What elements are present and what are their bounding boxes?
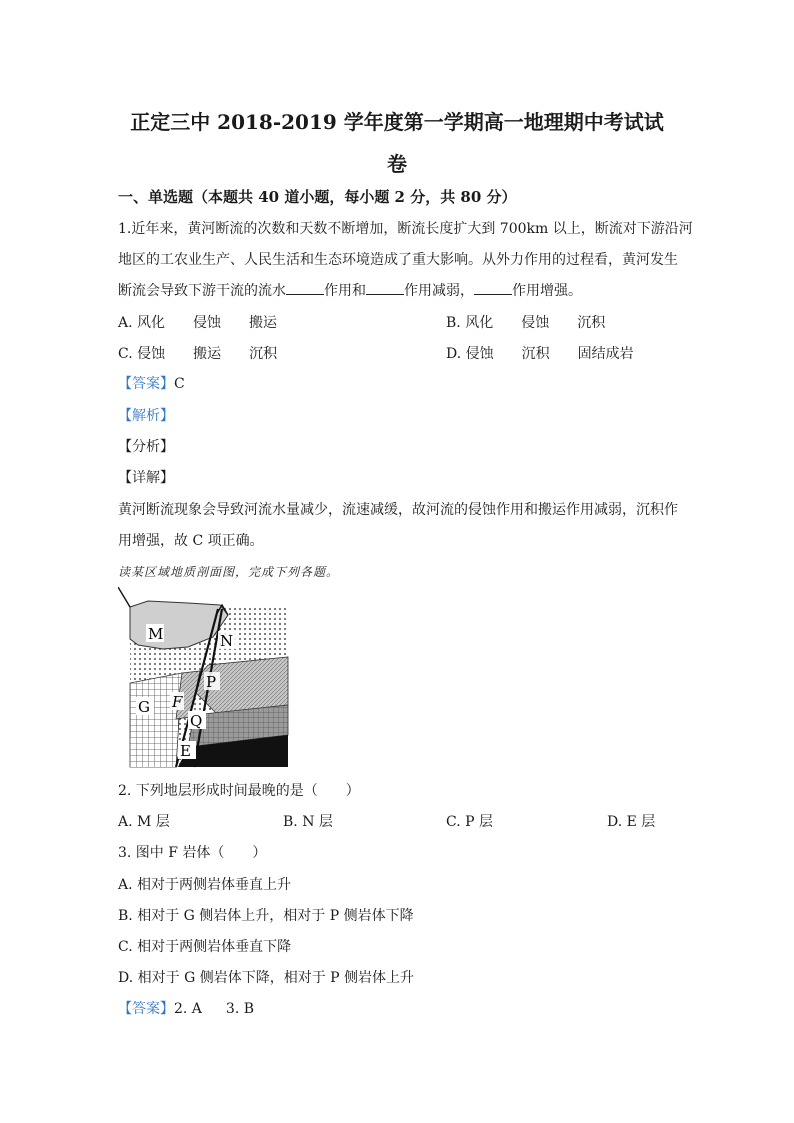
q1-option-c: C. 侵蚀 搬运 沉积: [118, 346, 278, 362]
label-m: M: [148, 625, 164, 643]
answer-blank: [286, 282, 324, 295]
q1-stem-part2: 作用和: [324, 283, 366, 299]
detail-tag: 【详解】: [118, 470, 174, 486]
answer-tag: 【答案】: [118, 1001, 174, 1017]
label-g: G: [138, 698, 150, 716]
label-n: N: [220, 632, 234, 650]
figure-intro: 读某区域地质剖面图，完成下列各题。: [118, 565, 340, 579]
document-title: 正定三中 2018-2019 学年度第一学期高一地理期中考试试: [130, 110, 664, 134]
geologic-cross-section-figure: [118, 587, 290, 769]
q3-stem: 3. 图中 F 岩体（ ）: [118, 845, 267, 861]
q1-stem-line3: [118, 280, 582, 300]
q1-option-b: B. 风化 侵蚀 沉积: [446, 315, 606, 331]
label-e: E: [180, 742, 191, 760]
label-p: P: [206, 673, 217, 691]
q3-option-a: A. 相对于两侧岩体垂直上升: [118, 877, 292, 893]
fenxi-tag: 【分析】: [118, 439, 174, 455]
q1-stem-line2: 地区的工农业生产、人民生活和生态环境造成了重大影响。从外力作用的过程看，黄河发生: [118, 252, 678, 268]
q2-stem: 2. 下列地层形成时间最晚的是（ ）: [118, 783, 360, 799]
detail-text-line2: 用增强，故 C 项正确。: [118, 533, 264, 549]
q1-stem-part3: 作用减弱，: [404, 283, 474, 299]
q1-stem-line1: 1.近年来，黄河断流的次数和天数不断增加，断流长度扩大到 700km 以上，断流对下游沿河: [118, 221, 693, 237]
q2-option-d: D. E 层: [607, 814, 656, 830]
answer-q3: 3. B: [225, 1001, 255, 1017]
q2-option-a: A. M 层: [118, 814, 170, 830]
q1-option-d: D. 侵蚀 沉积 固结成岩: [446, 346, 634, 362]
label-f: F: [172, 693, 183, 711]
q3-option-d: D. 相对于 G 侧岩体下降，相对于 P 侧岩体上升: [118, 970, 415, 986]
answer-value: C: [174, 376, 185, 392]
q2-option-c: C. P 层: [446, 814, 493, 830]
q2-option-b: B. N 层: [283, 814, 333, 830]
q3-option-c: C. 相对于两侧岩体垂直下降: [118, 939, 292, 955]
detail-text-line1: 黄河断流现象会导致河流水量减少，流速减缓，故河流的侵蚀作用和搬运作用减弱，沉积作: [118, 502, 678, 518]
label-q: Q: [190, 712, 203, 730]
analysis-tag: 【解析】: [118, 408, 174, 424]
answer-tag: 【答案】: [118, 376, 174, 392]
section-heading: 一、单选题（本题共 40 道小题，每小题 2 分，共 80 分）: [118, 188, 517, 206]
q2-q3-answers: [118, 998, 254, 1018]
q1-stem-part1: 断流会导致下游干流的流水: [118, 283, 286, 299]
q1-option-a: A. 风化 侵蚀 搬运: [118, 315, 278, 331]
q3-option-b: B. 相对于 G 侧岩体上升，相对于 P 侧岩体下降: [118, 908, 414, 924]
q1-stem-part4: 作用增强。: [512, 283, 582, 299]
answer-blank: [474, 282, 512, 295]
answer-q2: 2. A: [174, 1001, 202, 1017]
answer-blank: [366, 282, 404, 295]
document-title-continued: 卷: [387, 152, 407, 176]
q1-answer: [118, 373, 185, 393]
